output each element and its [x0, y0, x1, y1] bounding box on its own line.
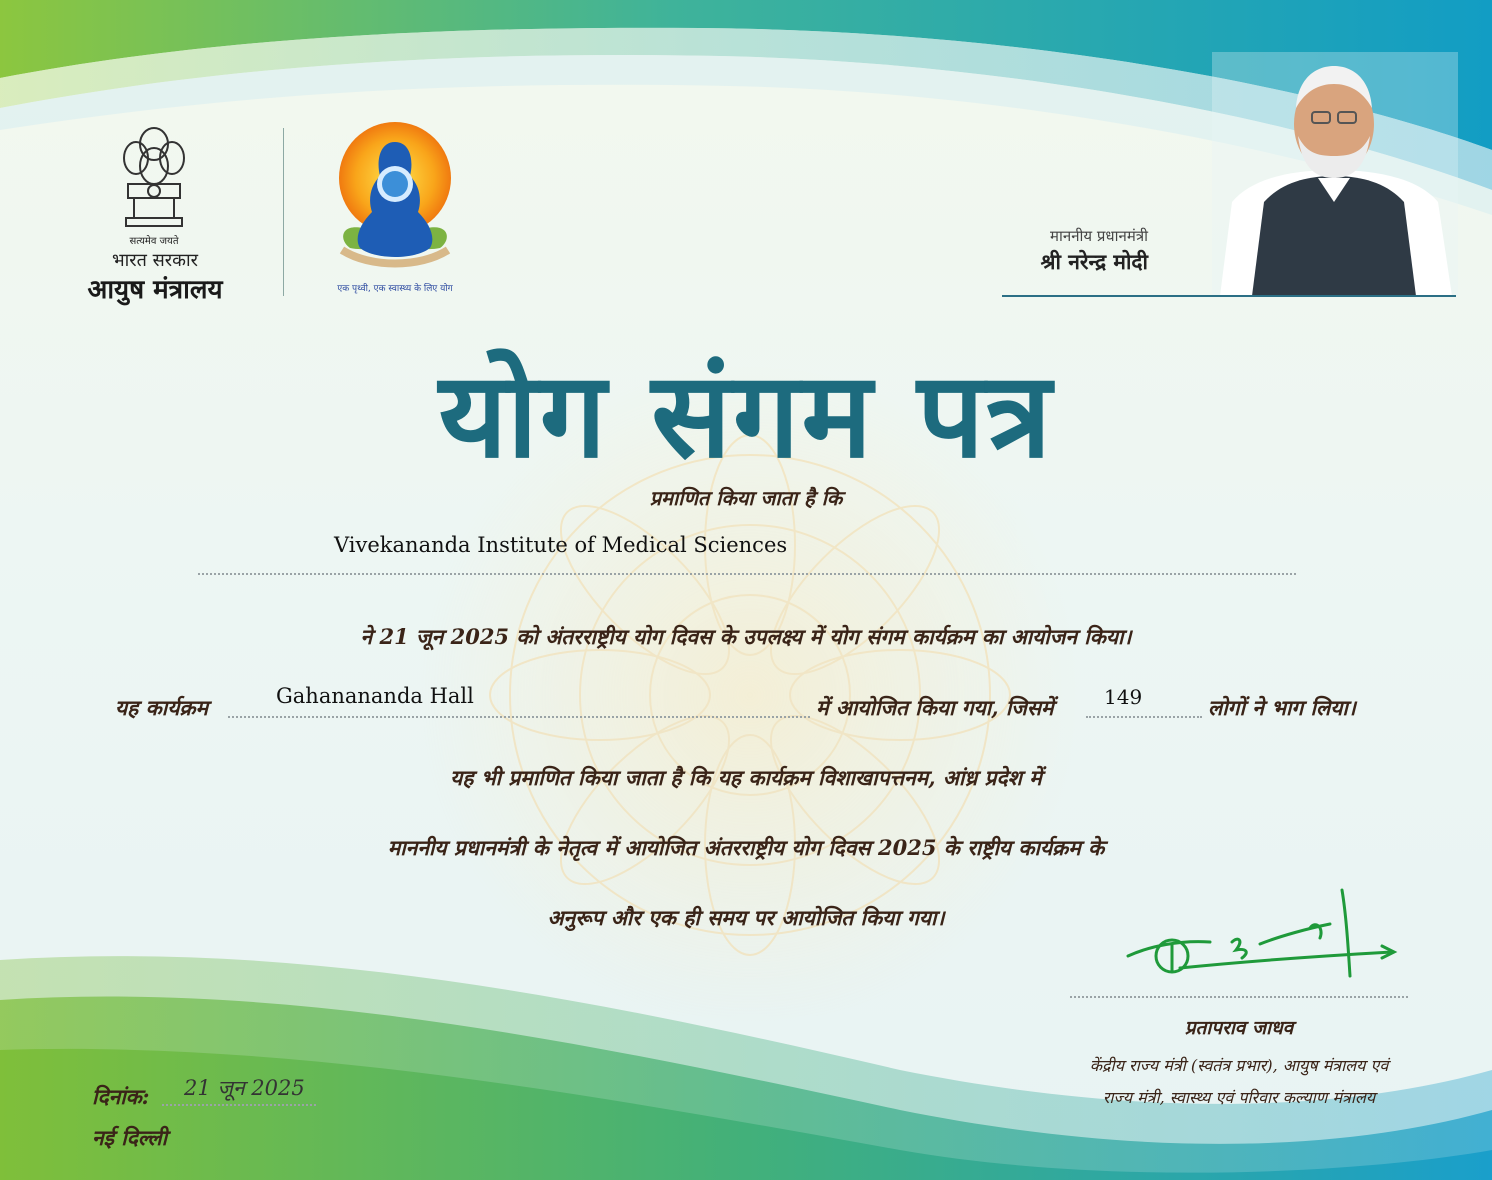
participants-dotted-line [1086, 716, 1202, 718]
handwritten-signature [1120, 884, 1400, 984]
government-label: भारत सरकार [111, 250, 199, 271]
date-dotted-line [162, 1104, 316, 1106]
signatory-role-line-2: राज्य मंत्री, स्वास्थ्य एवं परिवार कल्याण मंत्रालय [1102, 1088, 1376, 1107]
yoga-day-tagline: एक पृथ्वी, एक स्वास्थ्य के लिए योग [337, 284, 453, 294]
place-name: नई दिल्ली [92, 1125, 168, 1150]
ministry-name: आयुष मंत्रालय [87, 275, 223, 305]
signatory-name: प्रतापराव जाधव [1184, 1017, 1294, 1039]
program-prefix: यह कार्यक्रम [115, 695, 209, 720]
logo-divider [283, 128, 284, 296]
organized-line: ने 21 जून 2025 को अंतरराष्ट्रीय योग दिवस के उपलक्ष्य में योग संगम कार्यक्रम का आयोजन किया। [360, 624, 1132, 649]
institution-dotted-line [198, 573, 1296, 575]
signatory-role-line-1: केंद्रीय राज्य मंत्री (स्वतंत्र प्रभार), आयुष मंत्रालय एवं [1089, 1056, 1389, 1075]
signature-dotted-line [1070, 996, 1408, 998]
certificate-title: योग संगम पत्र [438, 346, 1054, 484]
pm-underline [1002, 295, 1456, 297]
yoga-day-logo-icon [330, 120, 460, 280]
emblem-motto: सत्यमेव जयते [129, 236, 179, 247]
program-suffix: लोगों ने भाग लिया। [1208, 695, 1356, 720]
date-value: 21 जून 2025 [184, 1076, 305, 1100]
venue-name: Gahanananda Hall [276, 684, 474, 708]
participants-count: 149 [1104, 685, 1143, 709]
pm-label: माननीय प्रधानमंत्री [1050, 227, 1148, 245]
pm-name: श्री नरेन्द्र मोदी [1040, 250, 1148, 274]
date-label: दिनांक: [92, 1084, 150, 1109]
certify-line: प्रमाणित किया जाता है कि [649, 486, 843, 510]
program-middle: में आयोजित किया गया, जिसमें [816, 695, 1054, 720]
paragraph-line-3: अनुरूप और एक ही समय पर आयोजित किया गया। [547, 905, 945, 930]
pm-portrait [1212, 52, 1458, 296]
national-emblem-icon [118, 122, 190, 232]
paragraph-line-2: माननीय प्रधानमंत्री के नेतृत्व में आयोजित अंतरराष्ट्रीय योग दिवस 2025 के राष्ट्रीय कार्यक्रम के [387, 835, 1105, 860]
venue-dotted-line [228, 716, 810, 718]
paragraph-line-1: यह भी प्रमाणित किया जाता है कि यह कार्यक्रम विशाखापत्तनम, आंध्र प्रदेश में [450, 765, 1042, 790]
institution-name: Vivekananda Institute of Medical Sciences [334, 533, 788, 557]
